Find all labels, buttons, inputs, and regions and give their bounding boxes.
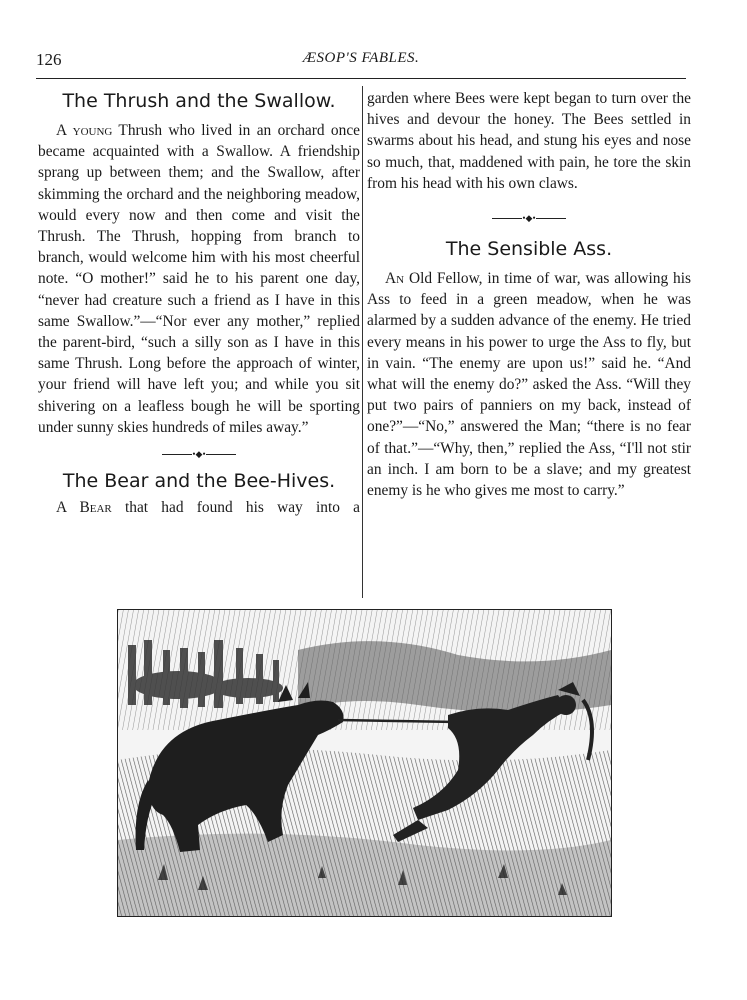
fable-lead-bear: A Bear xyxy=(56,499,112,517)
fable-body-ass xyxy=(367,268,691,501)
fable-text-thrush: Thrush who lived in an orchard once became acquainted with a Swallow. A friendship sprang up between them; and the Swallow, after skimming the orchard and the neighboring meadow, would every now and then come and visit the Thrush. The Thrush, hopping from branch to branch, would welcome him with his most cheerful note. “O mother!” said he to his parent one day, “never had creature such a friend as I have in this same Swallow.”—“Nor ever any mother,” replied the parent-bird, “such a silly son as I have in this same Thrush. Long before the approach of winter, your friend will have left you; and while you sit shivering on a leafless bough he will be sporting under sunny skies hundreds of miles away.” xyxy=(38,122,360,436)
fable-lead-thrush: A young xyxy=(56,122,113,139)
left-column xyxy=(38,88,360,518)
fable-title-ass: The Sensible Ass. xyxy=(445,238,613,261)
fable-title-bear: The Bear and the Bee-Hives. xyxy=(62,470,336,493)
fable-text-bear-start: that had found his way into a xyxy=(111,499,360,517)
fable-lead-ass: An xyxy=(385,270,405,288)
fable-text-bear-cont: garden where Bees were kept began to turn over the hives and devour the honey. The Bees settled in swarms about his head, and stung his eyes and nose so much, that, maddened with pain, he tore the skin from his head with his own claws. xyxy=(367,90,691,192)
fable-body-thrush xyxy=(38,120,360,438)
running-title: ÆSOP'S FABLES. xyxy=(302,50,420,66)
right-column xyxy=(367,88,691,501)
column-divider xyxy=(362,86,363,598)
section-ornament: •◆• xyxy=(38,448,360,460)
engraving-svg xyxy=(118,610,611,916)
page-number: 126 xyxy=(36,50,62,69)
fable-title-thrush: The Thrush and the Swallow. xyxy=(62,90,336,112)
header-rule xyxy=(36,78,686,79)
fable-text-ass: Old Fellow, in time of war, was allowing his Ass to feed in a green meadow, when he was alarmed by a sudden advance of the enemy. He tried every means in his power to urge the Ass to fly, but in vain. “The enemy are upon us!” said he. “And what will the enemy do?” asked the Ass. “Will they put two pairs of panniers on my back, instead of one?”—“No,” answered the Man; “there is no fear of that.”—“Why, then,” replied the Ass, “I'll not stir an inch. I am born to be a slave; and my greatest enemy is he who gives me most to carry.” xyxy=(367,270,691,500)
engraving-illustration xyxy=(117,609,612,917)
section-ornament: •◆• xyxy=(367,212,691,224)
fable-body-bear-start xyxy=(38,497,360,518)
